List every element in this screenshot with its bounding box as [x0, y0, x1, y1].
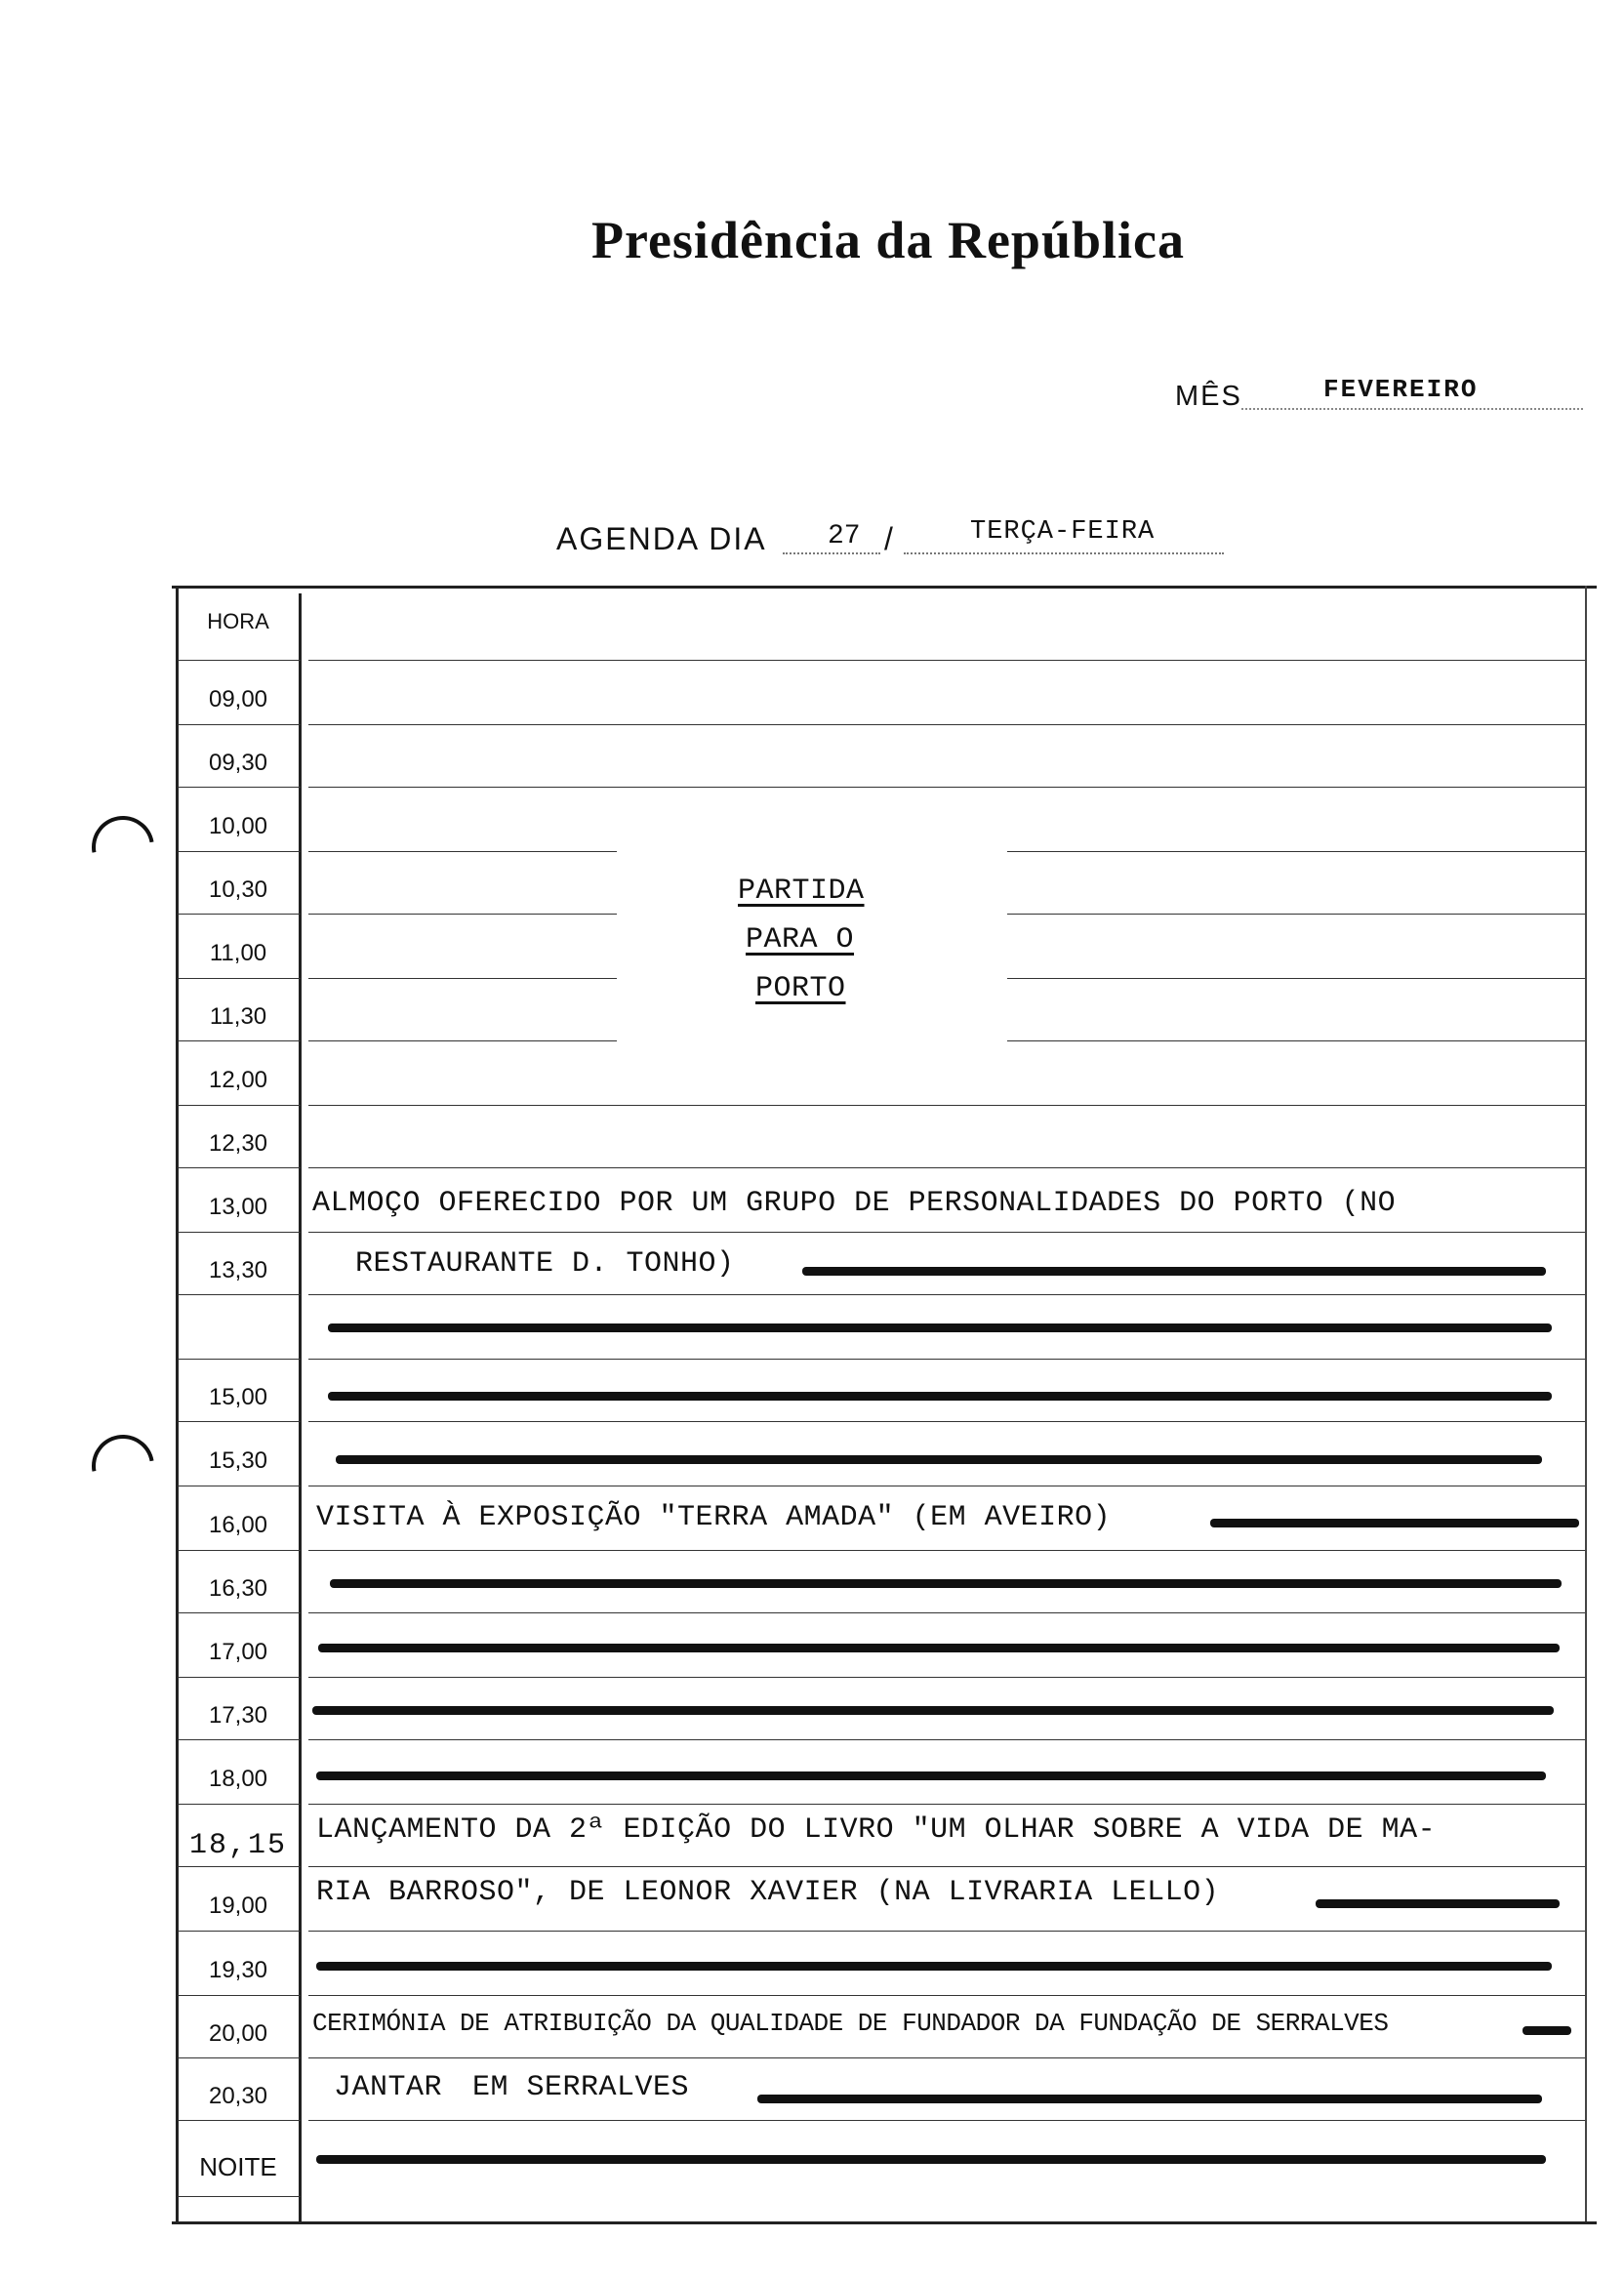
hora-cell: 09,30	[208, 750, 268, 776]
row-rule	[308, 1677, 1585, 1678]
weekday-dotted-line	[904, 552, 1224, 554]
hora-cell: 12,30	[208, 1130, 268, 1157]
row-rule	[178, 2196, 301, 2197]
hora-cell: 10,30	[208, 876, 268, 903]
hora-cell: 20,00	[208, 2020, 268, 2047]
day-dotted-line	[783, 552, 880, 554]
fill-bar	[328, 1392, 1552, 1401]
fill-bar	[316, 1771, 1546, 1780]
entry-partida-line3: PORTO	[755, 972, 846, 1005]
row-rule	[308, 1232, 1585, 1233]
entry-visita: VISITA À EXPOSIÇÃO "TERRA AMADA" (EM AVEIRO)	[316, 1501, 1112, 1534]
row-rule	[308, 1866, 1585, 1867]
row-rule	[178, 2057, 301, 2058]
row-rule	[178, 1040, 301, 1041]
agenda-slash: /	[884, 521, 893, 556]
row-rule	[178, 1677, 301, 1678]
row-rule	[1007, 851, 1585, 852]
hora-cell: 16,30	[208, 1575, 268, 1602]
fill-bar	[316, 2155, 1546, 2164]
fill-bar	[1522, 2026, 1571, 2035]
hora-cell: 11,30	[209, 1003, 267, 1030]
hora-cell: 18,00	[208, 1766, 268, 1792]
row-rule	[308, 1931, 1585, 1932]
row-rule	[308, 978, 617, 979]
row-rule	[1007, 914, 1585, 915]
fill-bar	[1316, 1899, 1560, 1908]
fill-bar	[757, 2095, 1542, 2103]
row-rule	[308, 1739, 1585, 1740]
row-rule	[178, 1804, 301, 1805]
hora-cell: 16,00	[208, 1512, 268, 1538]
hora-cell: 19,30	[208, 1957, 268, 1983]
entry-cerimonia: CERIMÓNIA DE ATRIBUIÇÃO DA QUALIDADE DE FUNDADOR DA FUNDAÇÃO DE SERRALVES	[312, 2009, 1389, 2038]
month-dotted-line	[1241, 408, 1583, 410]
row-rule	[308, 787, 1585, 788]
hora-cell: 19,00	[208, 1893, 268, 1919]
fill-bar	[316, 1962, 1552, 1971]
hora-cell: 12,00	[208, 1067, 268, 1093]
row-rule	[178, 724, 301, 725]
row-rule	[178, 978, 301, 979]
row-rule	[308, 914, 617, 915]
row-rule	[308, 1359, 1585, 1360]
row-rule	[178, 1421, 301, 1422]
hora-cell: 17,30	[208, 1702, 268, 1729]
hora-cell: 11,00	[209, 940, 267, 966]
row-rule	[178, 851, 301, 852]
row-rule	[178, 2120, 301, 2121]
row-rule	[178, 1105, 301, 1106]
row-rule	[178, 1550, 301, 1551]
entry-jantar-word: JANTAR	[334, 2071, 443, 2104]
row-rule	[178, 1359, 301, 1360]
table-bottom-border	[172, 2221, 1597, 2224]
entry-almoco-line2: RESTAURANTE D. TONHO)	[355, 1247, 735, 1281]
agenda-label: AGENDA DIA	[556, 521, 767, 556]
table-top-border	[172, 586, 1597, 589]
row-rule	[308, 660, 1585, 661]
fill-bar	[802, 1267, 1546, 1276]
row-rule	[178, 1866, 301, 1867]
hora-cell: 20,30	[208, 2083, 268, 2109]
hora-cell: NOITE	[199, 2152, 277, 2181]
row-rule	[308, 1612, 1585, 1613]
row-rule	[178, 1232, 301, 1233]
agenda-table	[172, 586, 1597, 2225]
hora-cell: 15,00	[208, 1384, 268, 1410]
row-rule	[308, 1550, 1585, 1551]
hora-cell: 15,30	[208, 1447, 268, 1474]
hora-cell: 09,00	[208, 686, 268, 712]
hora-cell: 10,00	[208, 813, 268, 839]
row-rule	[178, 914, 301, 915]
row-rule	[178, 1167, 301, 1168]
entry-almoco-line1: ALMOÇO OFERECIDO POR UM GRUPO DE PERSONALIDADES DO PORTO (NO	[312, 1187, 1397, 1220]
row-rule	[178, 1995, 301, 1996]
row-rule	[308, 1804, 1585, 1805]
row-rule	[308, 724, 1585, 725]
row-rule	[1007, 978, 1585, 979]
row-rule	[308, 1105, 1585, 1106]
row-rule	[308, 1421, 1585, 1422]
row-rule	[308, 1995, 1585, 1996]
fill-bar	[330, 1579, 1562, 1588]
fill-bar	[336, 1455, 1542, 1464]
entry-lancamento-line1: LANÇAMENTO DA 2ª EDIÇÃO DO LIVRO "UM OLHAR SOBRE A VIDA DE MA-	[316, 1813, 1437, 1847]
hora-cell: 17,00	[208, 1639, 268, 1665]
row-rule	[308, 2057, 1585, 2058]
fill-bar	[1210, 1519, 1579, 1527]
hora-cell: 18,15	[188, 1829, 287, 1862]
row-rule	[308, 2120, 1585, 2121]
row-rule	[178, 787, 301, 788]
row-rule	[178, 1931, 301, 1932]
page-title: Presidência da República	[590, 211, 1186, 269]
hora-cell: 13,30	[208, 1257, 268, 1283]
binder-ring-mark-top	[79, 803, 166, 890]
hora-cell: 13,00	[208, 1194, 268, 1220]
binder-ring-mark-bottom	[79, 1422, 166, 1509]
row-rule	[178, 1294, 301, 1295]
hora-column-divider	[299, 593, 302, 2221]
entry-jantar-place: EM SERRALVES	[472, 2071, 690, 2104]
agenda-day: 27	[828, 521, 861, 551]
hora-header: HORA	[207, 609, 269, 633]
row-rule	[178, 660, 301, 661]
row-rule	[308, 1167, 1585, 1168]
row-rule	[308, 1294, 1585, 1295]
month-label: MÊS	[1175, 381, 1242, 412]
entry-partida-line2: PARA O	[746, 923, 855, 957]
month-value: FEVEREIRO	[1323, 375, 1479, 404]
entry-partida-line1: PARTIDA	[738, 875, 865, 908]
row-rule	[308, 851, 617, 852]
table-right-border	[1585, 586, 1587, 2221]
fill-bar	[328, 1323, 1552, 1332]
row-rule	[178, 1612, 301, 1613]
agenda-weekday: TERÇA-FEIRA	[970, 517, 1156, 547]
row-rule	[1007, 1040, 1585, 1041]
row-rule	[178, 1739, 301, 1740]
fill-bar	[312, 1706, 1554, 1715]
fill-bar	[318, 1644, 1560, 1652]
row-rule	[308, 1040, 617, 1041]
entry-lancamento-line2: RIA BARROSO", DE LEONOR XAVIER (NA LIVRARIA LELLO)	[316, 1876, 1220, 1909]
